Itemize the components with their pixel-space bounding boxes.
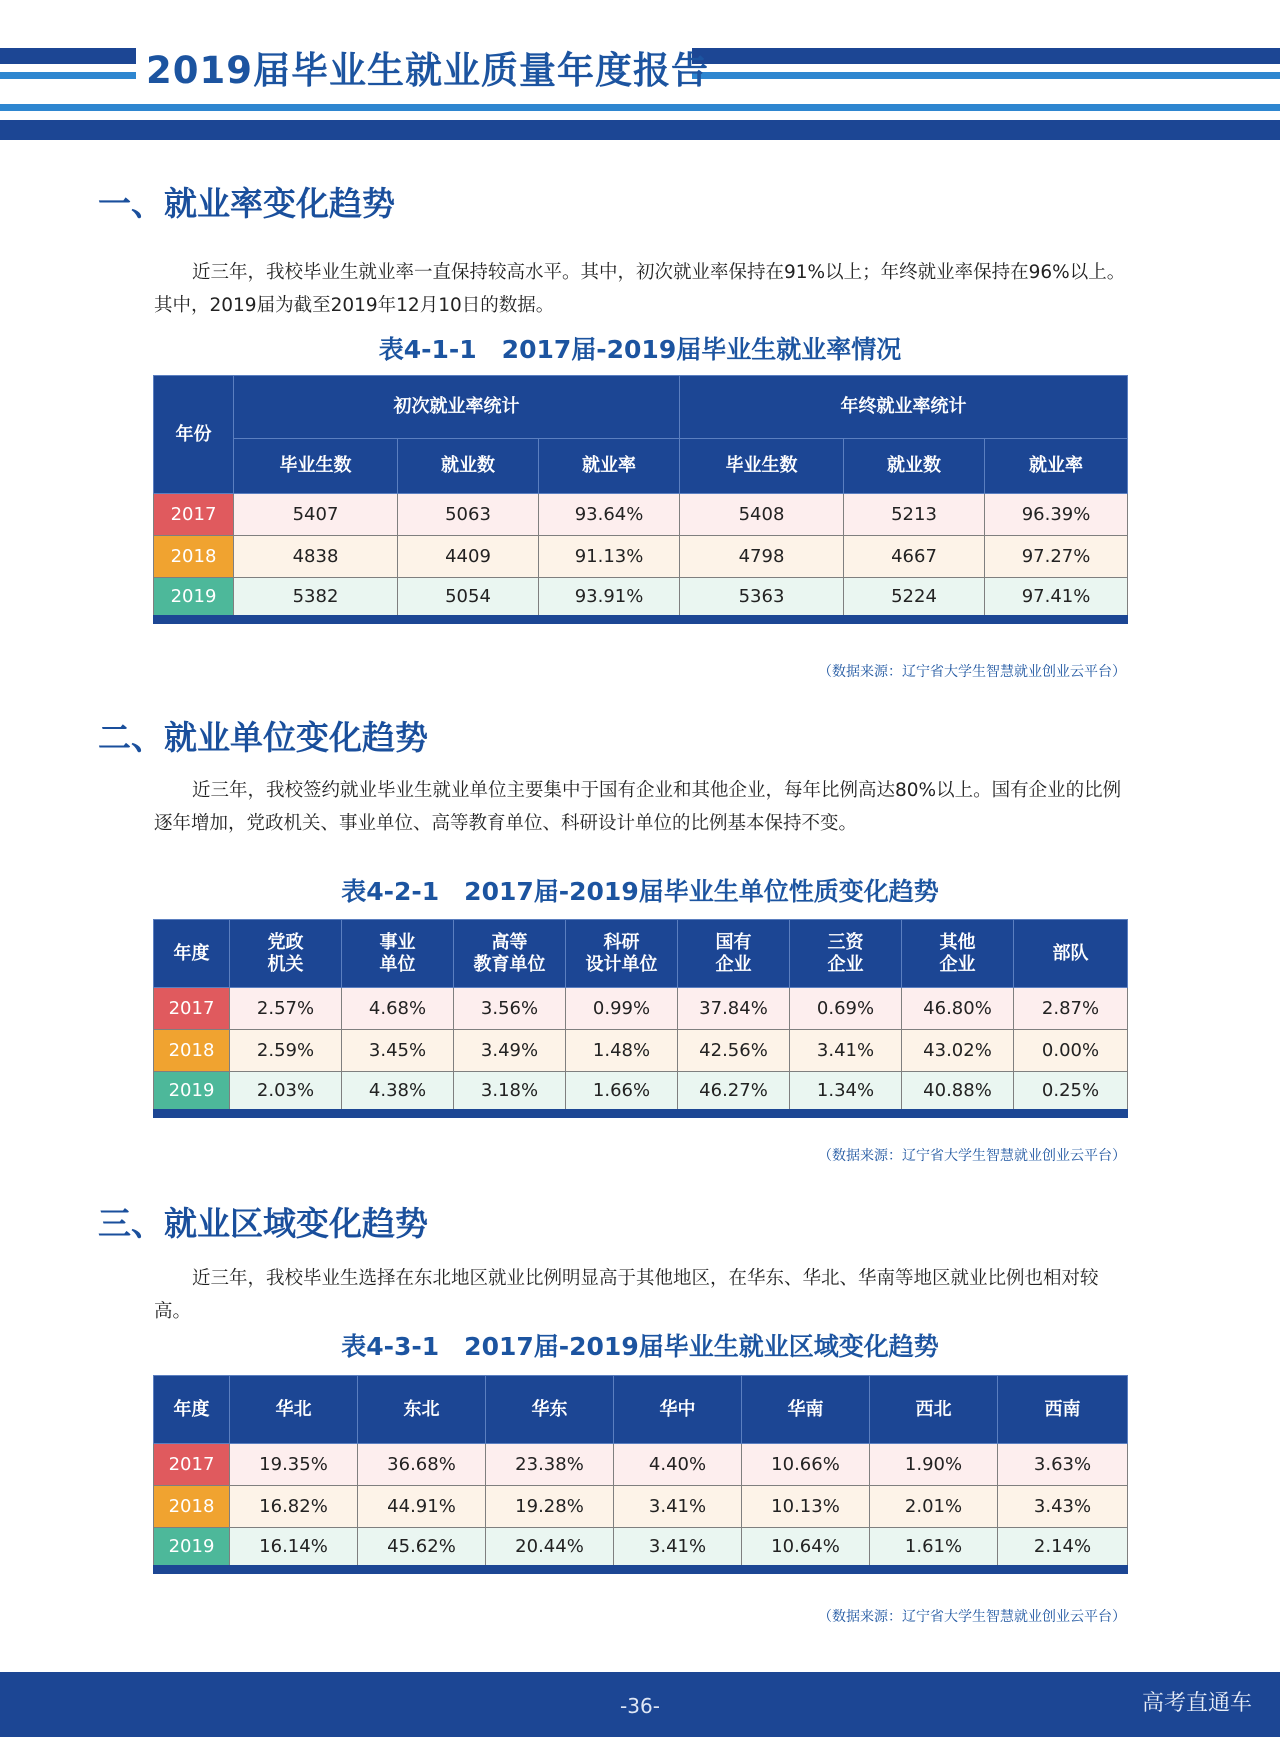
table-cell: 93.64% — [539, 494, 680, 536]
table-row — [154, 988, 1128, 1030]
table-cell: 19.35% — [230, 1444, 358, 1486]
table-cell: 2.59% — [230, 1030, 342, 1072]
table-cell: 5224 — [844, 578, 985, 620]
year-cell: 2018 — [154, 1486, 230, 1528]
table-cell: 3.41% — [614, 1486, 742, 1528]
table-cell: 0.69% — [790, 988, 902, 1030]
table-cell: 3.49% — [454, 1030, 566, 1072]
col-header: 其他 企业 — [902, 920, 1014, 988]
col-header: 就业率 — [539, 439, 680, 494]
table-cell: 5063 — [398, 494, 539, 536]
table-row — [154, 494, 1128, 536]
table-cell: 3.18% — [454, 1072, 566, 1114]
employment-rate-table — [153, 375, 1128, 624]
table-cell: 10.66% — [742, 1444, 870, 1486]
table-cell: 19.28% — [486, 1486, 614, 1528]
table-cell: 1.90% — [870, 1444, 998, 1486]
table-cell: 5363 — [680, 578, 844, 620]
table-cell: 36.68% — [358, 1444, 486, 1486]
table-cell: 10.64% — [742, 1528, 870, 1570]
table-cell: 1.66% — [566, 1072, 678, 1114]
col-header: 事业 单位 — [342, 920, 454, 988]
table-cell: 0.99% — [566, 988, 678, 1030]
table-cell: 5408 — [680, 494, 844, 536]
section-2-paragraph: 近三年，我校签约就业毕业生就业单位主要集中于国有企业和其他企业，每年比例高达80%以上。国有企业的比例逐年增加，党政机关、事业单位、高等教育单位、科研设计单位的比例基本保持不变。 — [154, 780, 1122, 834]
year-cell: 2018 — [154, 536, 234, 578]
year-header: 年度 — [154, 920, 230, 988]
table-cell: 42.56% — [678, 1030, 790, 1072]
year-cell: 2019 — [154, 1072, 230, 1114]
col-header: 华东 — [486, 1376, 614, 1444]
data-source-note: （数据来源：辽宁省大学生智慧就业创业云平台） — [818, 664, 1126, 680]
table-cell: 4409 — [398, 536, 539, 578]
table-cell: 4798 — [680, 536, 844, 578]
col-header: 华北 — [230, 1376, 358, 1444]
employer-type-table — [153, 919, 1128, 1118]
table-cell: 2.57% — [230, 988, 342, 1030]
col-header: 高等 教育单位 — [454, 920, 566, 988]
table-cell: 23.38% — [486, 1444, 614, 1486]
header-bar-left-dark — [0, 48, 136, 64]
report-header — [0, 0, 1280, 140]
table-cell: 16.14% — [230, 1528, 358, 1570]
table-cell: 40.88% — [902, 1072, 1014, 1114]
header-bar-right-dark — [692, 48, 1280, 64]
section-3-paragraph: 近三年，我校毕业生选择在东北地区就业比例明显高于其他地区，在华东、华北、华南等地区就业比例也相对较高。 — [154, 1268, 1099, 1322]
col-header: 党政 机关 — [230, 920, 342, 988]
col-header: 西南 — [998, 1376, 1128, 1444]
table-4-2-1-caption: 表4-2-1 2017届-2019届毕业生单位性质变化趋势 — [341, 877, 939, 906]
table-row — [154, 1030, 1128, 1072]
table-cell: 3.41% — [614, 1528, 742, 1570]
col-header: 华中 — [614, 1376, 742, 1444]
table-cell: 46.80% — [902, 988, 1014, 1030]
table-cell: 20.44% — [486, 1528, 614, 1570]
section-2-heading: 二、就业单位变化趋势 — [98, 718, 428, 757]
table-cell: 0.25% — [1014, 1072, 1128, 1114]
header-bar-right-light — [692, 72, 1280, 79]
header-rule-light — [0, 104, 1280, 111]
table-row — [154, 1444, 1128, 1486]
col-header: 三资 企业 — [790, 920, 902, 988]
col-header: 毕业生数 — [680, 439, 844, 494]
table-cell: 1.48% — [566, 1030, 678, 1072]
final-rate-group-header: 年终就业率统计 — [680, 376, 1128, 439]
table-row — [154, 536, 1128, 578]
year-cell: 2018 — [154, 1030, 230, 1072]
page-number: -36- — [620, 1694, 660, 1718]
table-cell: 1.34% — [790, 1072, 902, 1114]
table-cell: 3.45% — [342, 1030, 454, 1072]
table-cell: 4838 — [234, 536, 398, 578]
employment-region-table — [153, 1375, 1128, 1574]
table-cell: 3.63% — [998, 1444, 1128, 1486]
col-header: 毕业生数 — [234, 439, 398, 494]
table-cell: 4667 — [844, 536, 985, 578]
table-cell: 2.14% — [998, 1528, 1128, 1570]
table-cell: 93.91% — [539, 578, 680, 620]
table-cell: 4.68% — [342, 988, 454, 1030]
year-cell: 2017 — [154, 494, 234, 536]
year-cell: 2017 — [154, 1444, 230, 1486]
year-header: 年份 — [154, 376, 234, 494]
col-header: 国有 企业 — [678, 920, 790, 988]
table-cell: 3.41% — [790, 1030, 902, 1072]
year-cell: 2019 — [154, 1528, 230, 1570]
year-cell: 2019 — [154, 578, 234, 620]
page-footer — [0, 1672, 1280, 1737]
table-row — [154, 1486, 1128, 1528]
table-cell: 44.91% — [358, 1486, 486, 1528]
table-cell: 45.62% — [358, 1528, 486, 1570]
table-cell: 16.82% — [230, 1486, 358, 1528]
report-title: 2019届毕业生就业质量年度报告 — [146, 49, 709, 92]
col-header: 部队 — [1014, 920, 1128, 988]
initial-rate-group-header: 初次就业率统计 — [234, 376, 680, 439]
table-cell: 5054 — [398, 578, 539, 620]
table-cell: 1.61% — [870, 1528, 998, 1570]
table-cell: 3.43% — [998, 1486, 1128, 1528]
table-4-3-1-caption: 表4-3-1 2017届-2019届毕业生就业区域变化趋势 — [341, 1332, 939, 1361]
header-bar-left-light — [0, 72, 136, 79]
table-cell: 97.27% — [985, 536, 1128, 578]
table-cell: 10.13% — [742, 1486, 870, 1528]
section-3-heading: 三、就业区域变化趋势 — [98, 1204, 428, 1243]
table-cell: 2.87% — [1014, 988, 1128, 1030]
col-header: 就业数 — [844, 439, 985, 494]
col-header: 就业数 — [398, 439, 539, 494]
table-cell: 3.56% — [454, 988, 566, 1030]
table-cell: 2.03% — [230, 1072, 342, 1114]
col-header: 华南 — [742, 1376, 870, 1444]
table-row — [154, 1528, 1128, 1570]
table-cell: 0.00% — [1014, 1030, 1128, 1072]
table-cell: 96.39% — [985, 494, 1128, 536]
table-cell: 5213 — [844, 494, 985, 536]
table-cell: 5407 — [234, 494, 398, 536]
table-cell: 4.38% — [342, 1072, 454, 1114]
table-row — [154, 1072, 1128, 1114]
section-1-paragraph: 近三年，我校毕业生就业率一直保持较高水平。其中，初次就业率保持在91%以上；年终就业率保持在96%以上。其中，2019届为截至2019年12月10日的数据。 — [154, 262, 1126, 316]
table-cell: 91.13% — [539, 536, 680, 578]
table-cell: 43.02% — [902, 1030, 1014, 1072]
data-source-note: （数据来源：辽宁省大学生智慧就业创业云平台） — [818, 1148, 1126, 1164]
table-cell: 97.41% — [985, 578, 1128, 620]
data-source-note: （数据来源：辽宁省大学生智慧就业创业云平台） — [818, 1609, 1126, 1625]
col-header: 西北 — [870, 1376, 998, 1444]
table-4-1-1-caption: 表4-1-1 2017届-2019届毕业生就业率情况 — [378, 335, 902, 364]
table-cell: 5382 — [234, 578, 398, 620]
table-cell: 2.01% — [870, 1486, 998, 1528]
section-1-heading: 一、就业率变化趋势 — [98, 184, 395, 223]
watermark-brand: 高考直通车 — [1141, 1691, 1252, 1716]
year-cell: 2017 — [154, 988, 230, 1030]
table-cell: 37.84% — [678, 988, 790, 1030]
year-header: 年度 — [154, 1376, 230, 1444]
col-header: 就业率 — [985, 439, 1128, 494]
table-cell: 46.27% — [678, 1072, 790, 1114]
table-cell: 4.40% — [614, 1444, 742, 1486]
col-header: 科研 设计单位 — [566, 920, 678, 988]
col-header: 东北 — [358, 1376, 486, 1444]
header-rule-dark — [0, 120, 1280, 140]
table-row — [154, 578, 1128, 620]
